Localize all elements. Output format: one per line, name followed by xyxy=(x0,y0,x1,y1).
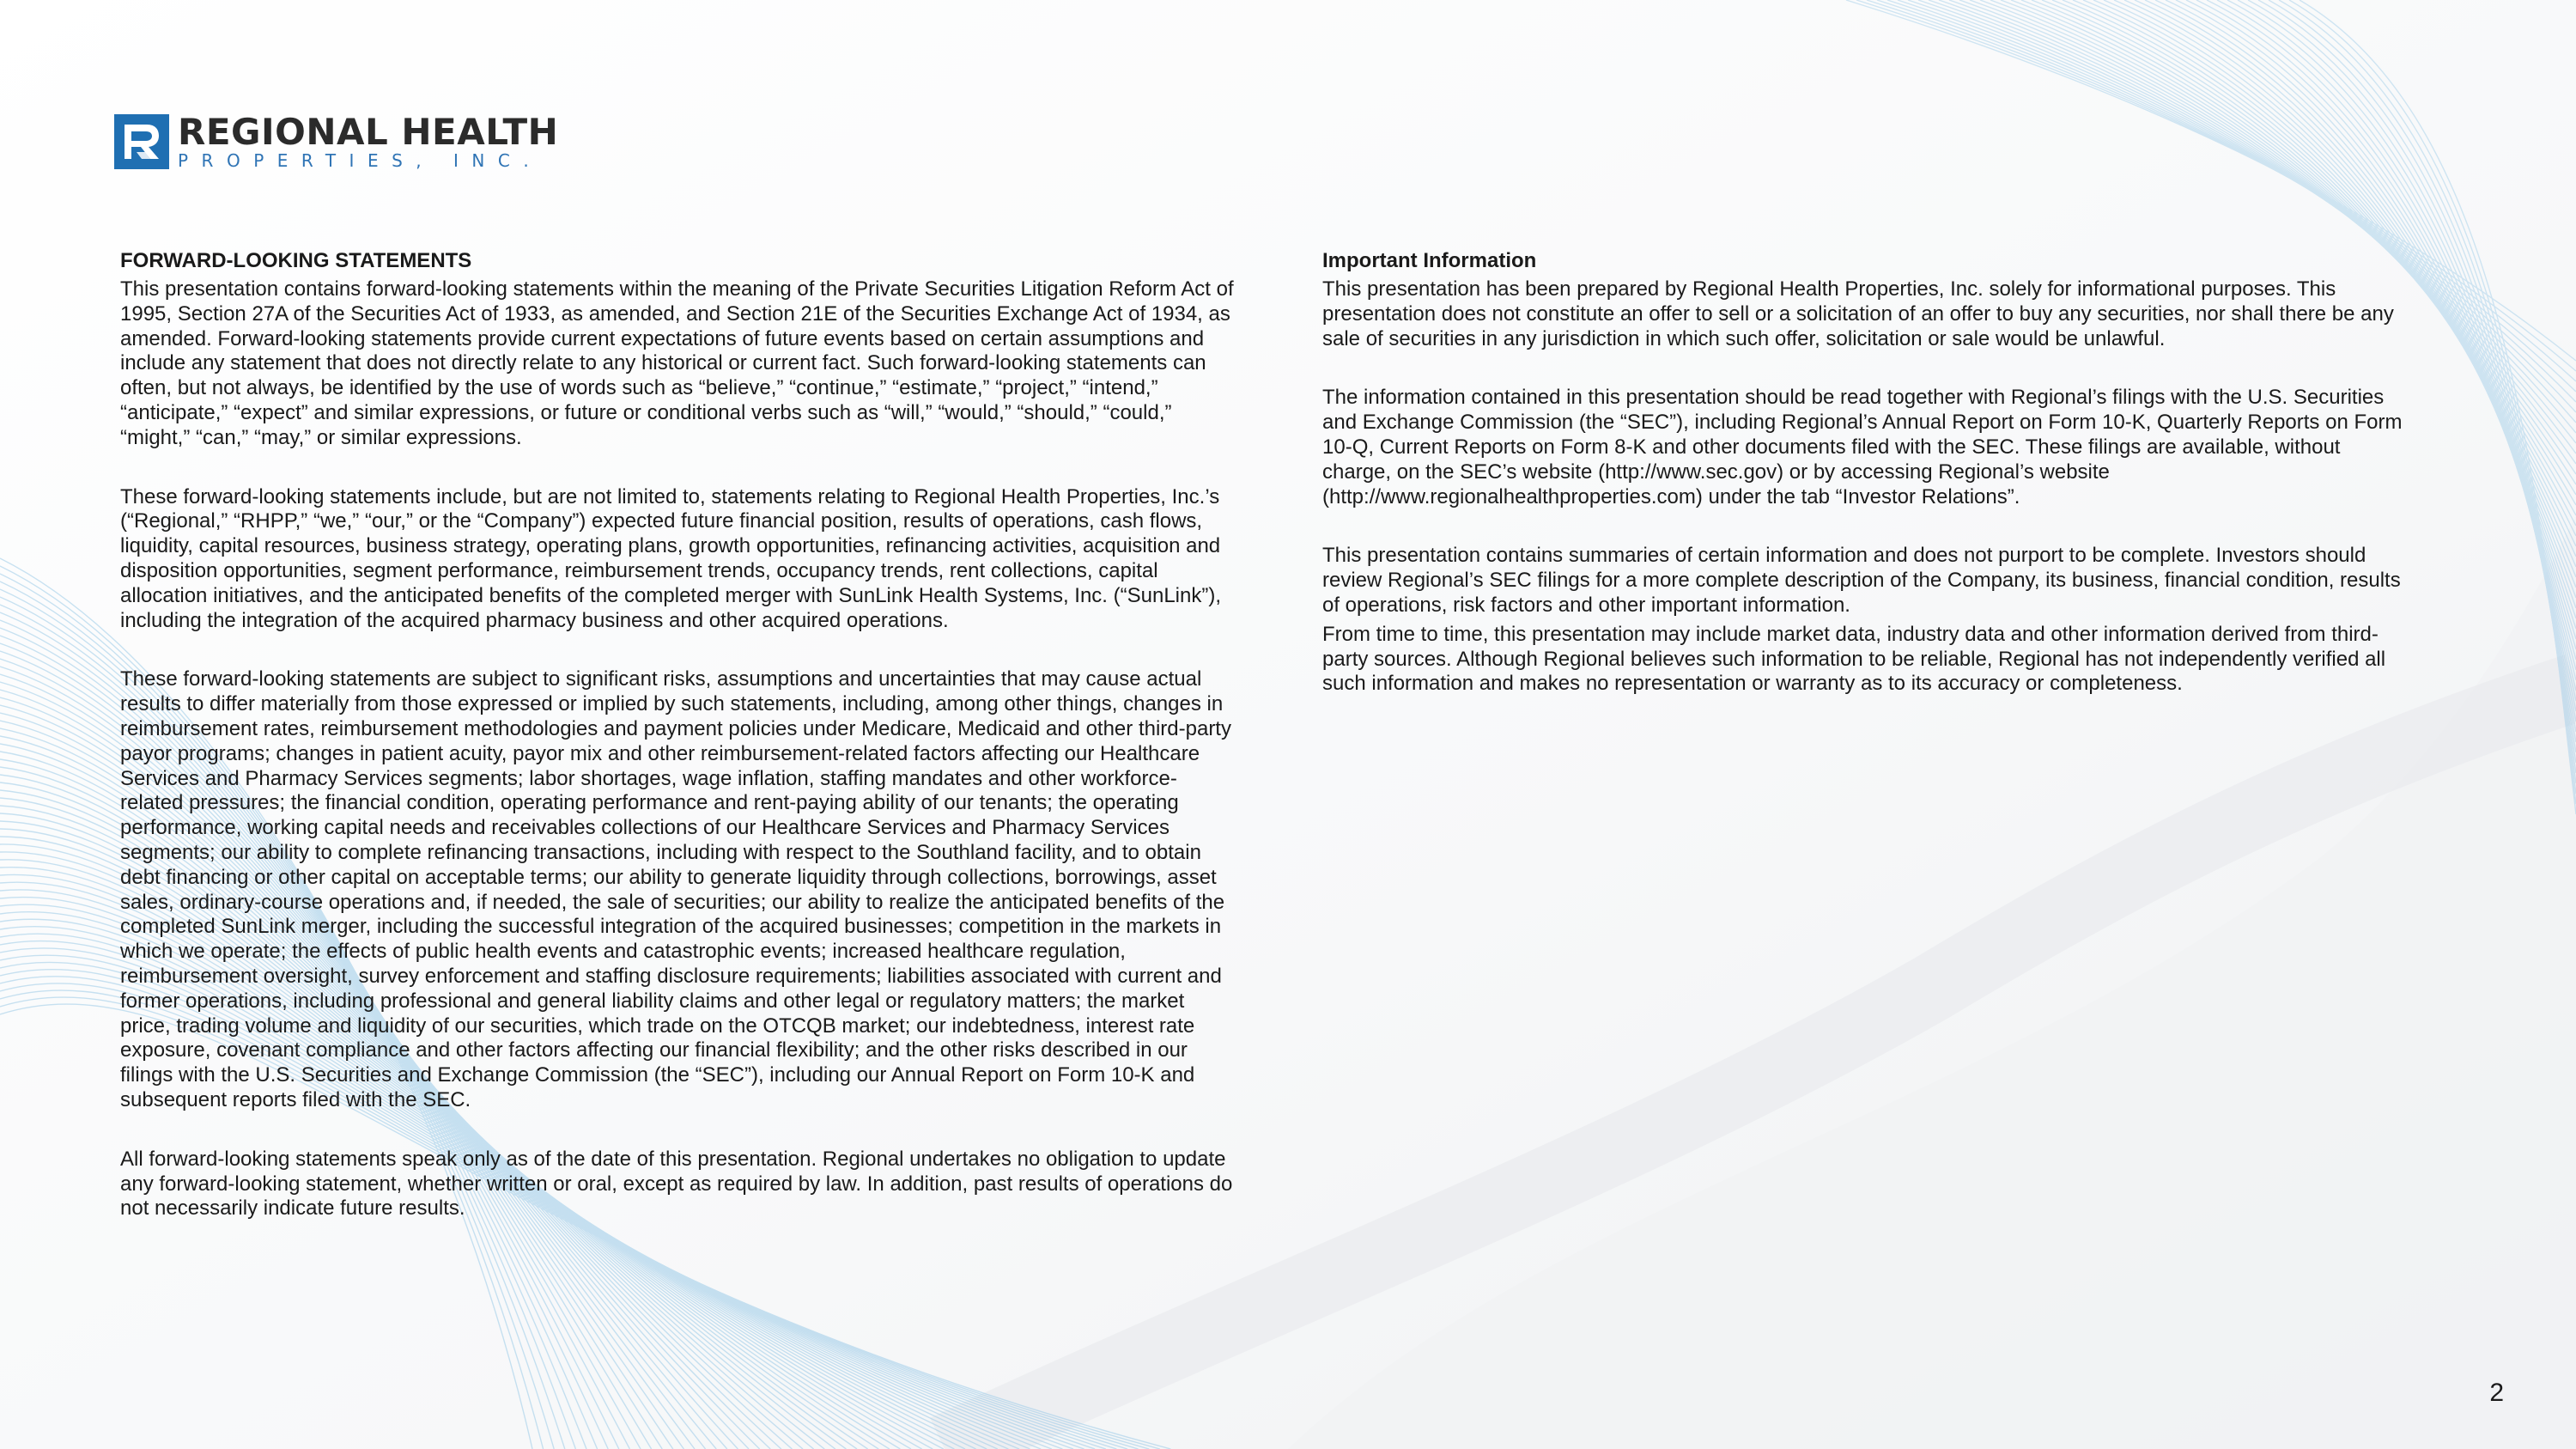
paragraph: This presentation contains summaries of certain information and does not purport to be complete. Investors should review Regional’s SEC filings for a more complete description of the Company, its business, financial condition, results of operations, risk factors and other important information. xyxy=(1322,544,2401,617)
page-number: 2 xyxy=(2489,1379,2504,1407)
paragraph: This presentation contains forward-looking statements within the meaning of the Private Securities Litigation Reform Act of 1995, Section 27A of the Securities Act of 1933, as amended, and Section 21E of the Securities Exchange Act of 1934, as amended. Forward-looking statements provide current expectations of future events based on certain assumptions and include any statement that does not directly relate to any historical or current fact. Such forward-looking statements can often, but not always, be identified by the use of words such as “believe,” “continue,” “estimate,” “project,” “intend,” “anticipate,” “expect” and similar expressions, or future or conditional verbs such as “will,” “would,” “should,” “could,” “might,” “can,” “may,” or similar expressions. xyxy=(120,277,1234,449)
paragraph: This presentation has been prepared by Regional Health Properties, Inc. solely for informational purposes. This presentation does not constitute an offer to sell or a solicitation of an offer to buy any securities, nor shall there be any sale of securities in any jurisdiction in which such offer, solicitation or sale would be unlawful. xyxy=(1322,277,2394,350)
section-heading: Important Information xyxy=(1322,249,1537,272)
paragraph: The information contained in this presentation should be read together with Regional’s filings with the U.S. Securities and Exchange Commission (the “SEC”), including Regional’s Annual Report on Form 10-K, Quarterly Reports on Form 10-Q, Current Reports on Form 8-K and other documents filed with the SEC. These filings are available, without charge, on the SEC’s website (http://www.sec.gov) or by accessing Regional’s website (http://www.regionalhealthproperties.com) under the tab “Investor Relations”. xyxy=(1322,386,2403,508)
paragraph: These forward-looking statements are subject to significant risks, assumptions and uncertainties that may cause actual results to differ materially from those expressed or implied by such statements, including, among other things, changes in reimbursement rates, reimbursement methodologies and payment policies under Medicare, Medicaid and other third-party payor programs; changes in patient acuity, payor mix and other reimbursement-related factors affecting our Healthcare Services and Pharmacy Services segments; labor shortages, wage inflation, staffing mandates and other workforce-related pressures; the financial condition, operating performance and rent-paying ability of our tenants; the operating performance, working capital needs and receivables collections of our Healthcare Services and Pharmacy Services segments; our ability to complete refinancing transactions, including with respect to the Southland facility, and to obtain debt financing or other capital on acceptable terms; our ability to generate liquidity through collections, borrowings, asset sales, ordinary-course operations and, if needed, the sale of securities; our ability to realize the anticipated benefits of the completed SunLink merger, including the successful integration of the acquired businesses; competition in the markets in which we operate; the effects of public health events and catastrophic events; increased healthcare regulation, reimbursement oversight, survey enforcement and staffing disclosure requirements; liabilities associated with current and former operations, including professional and general liability claims and other legal or regulatory matters; the market price, trading volume and liquidity of our securities, which trade on the OTCQB market; our indebtedness, interest rate exposure, covenant compliance and other factors affecting our financial flexibility; and the other risks described in our filings with the U.S. Securities and Exchange Commission (the “SEC”), including our Annual Report on Form 10-K and subsequent reports filed with the SEC. xyxy=(120,667,1231,1111)
logo-r-mark-icon xyxy=(114,114,169,169)
logo-subtitle: PROPERTIES, INC. xyxy=(178,150,543,171)
paragraph: All forward-looking statements speak only as of the date of this presentation. Regional undertakes no obligation to update any forward-looking statement, whether written or oral, except as required by law. In addition, past results of operations do not necessarily indicate future results. xyxy=(120,1147,1233,1221)
forward-looking-statements-section xyxy=(120,249,1236,1256)
paragraph: From time to time, this presentation may include market data, industry data and other information derived from third-party sources. Although Regional believes such information to be reliable, Regional has not independently verified all such information and makes no representation or warranty as to its accuracy or completeness. xyxy=(1322,622,2386,696)
important-information-section xyxy=(1322,249,2404,731)
section-heading: FORWARD-LOOKING STATEMENTS xyxy=(120,249,472,272)
company-logo xyxy=(114,112,558,172)
logo-name: REGIONAL HEALTH xyxy=(178,111,559,153)
paragraph: These forward-looking statements include, but are not limited to, statements relating to Regional Health Properties, Inc.’s (“Regional,” “RHPP,” “we,” “our,” or the “Company”) expected future financial position, results of operations, cash flows, liquidity, capital resources, business strategy, operating plans, growth opportunities, refinancing activities, acquisition and disposition opportunities, segment performance, reimbursement trends, occupancy trends, rent collections, capital allocation initiatives, and the anticipated benefits of the completed merger with SunLink Health Systems, Inc. (“SunLink”), including the integration of the acquired pharmacy business and other acquired operations. xyxy=(120,484,1221,632)
